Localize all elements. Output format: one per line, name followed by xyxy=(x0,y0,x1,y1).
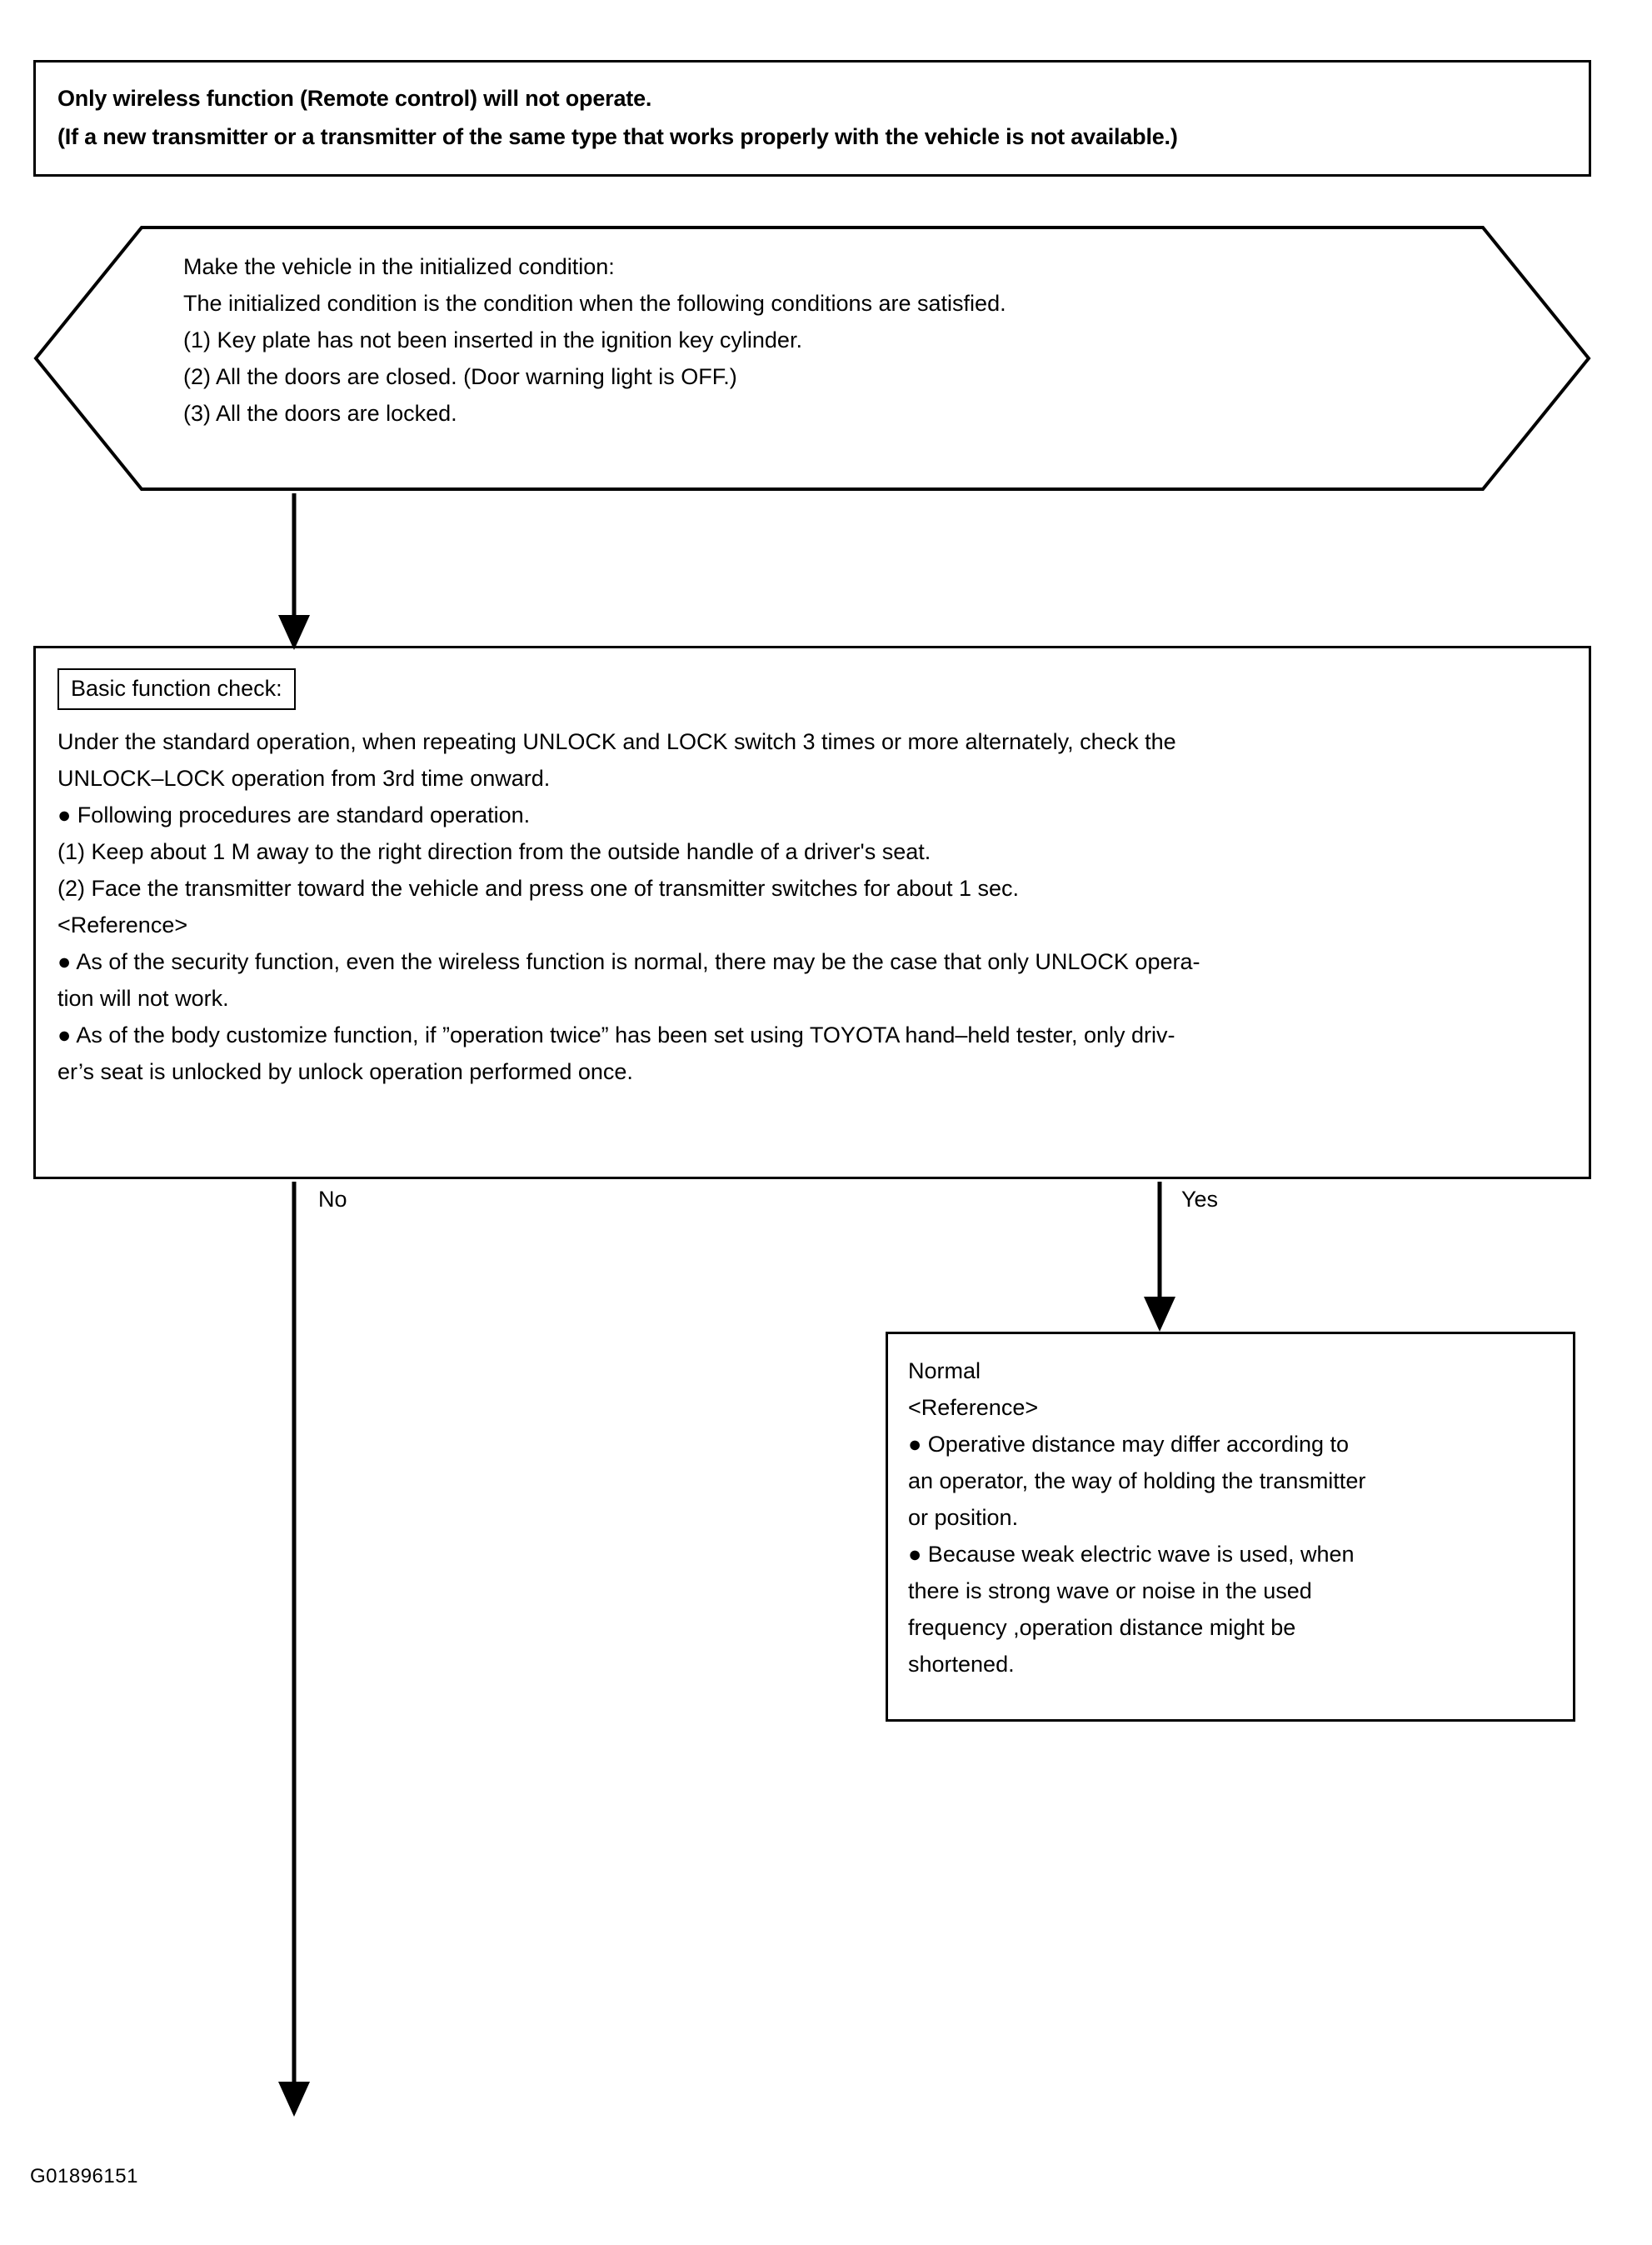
figure-id-label: G01896151 xyxy=(30,2165,138,2188)
normal-line-9: shortened. xyxy=(908,1652,1015,1677)
condition-line-4: (2) All the doors are closed. (Door warning light is OFF.) xyxy=(183,364,737,389)
check-line-10: er’s seat is unlocked by unlock operation performed once. xyxy=(57,1059,633,1084)
basic-function-check-box xyxy=(33,646,1591,1179)
arrow-no-continues xyxy=(278,1182,310,2117)
normal-line-3: ● Operative distance may differ according to xyxy=(908,1432,1350,1457)
title-box xyxy=(33,60,1591,177)
condition-text xyxy=(183,248,1483,432)
check-line-3: ● Following procedures are standard operation. xyxy=(57,802,531,828)
check-line-4: (1) Keep about 1 M away to the right direction from the outside handle of a driver's seat. xyxy=(57,839,931,864)
normal-line-5: or position. xyxy=(908,1505,1019,1530)
branch-label-no: No xyxy=(318,1187,347,1212)
condition-line-3: (1) Key plate has not been inserted in the ignition key cylinder. xyxy=(183,328,802,352)
check-line-8: tion will not work. xyxy=(57,986,229,1011)
check-line-1: Under the standard operation, when repeating UNLOCK and LOCK switch 3 times or more alternately, check the xyxy=(57,729,1176,754)
condition-line-2: The initialized condition is the condition when the following conditions are satisfied. xyxy=(183,291,1006,316)
condition-line-5: (3) All the doors are locked. xyxy=(183,401,457,426)
branch-label-yes: Yes xyxy=(1181,1187,1219,1212)
arrow-condition-to-check xyxy=(278,493,310,650)
basic-function-check-heading: Basic function check: xyxy=(57,668,296,710)
check-line-2: UNLOCK–LOCK operation from 3rd time onward. xyxy=(57,766,551,791)
title-line-2: (If a new transmitter or a transmitter of the same type that works properly with the vehicle is not available.) xyxy=(57,124,1178,149)
check-line-6: <Reference> xyxy=(57,912,188,938)
normal-result-box xyxy=(886,1332,1575,1722)
title-line-1: Only wireless function (Remote control) will not operate. xyxy=(57,86,652,111)
condition-hex-box xyxy=(33,225,1591,492)
normal-line-8: frequency ,operation distance might be xyxy=(908,1615,1296,1640)
normal-line-6: ● Because weak electric wave is used, when xyxy=(908,1542,1355,1567)
normal-line-4: an operator, the way of holding the transmitter xyxy=(908,1468,1366,1493)
normal-line-2: <Reference> xyxy=(908,1395,1039,1420)
normal-line-7: there is strong wave or noise in the used xyxy=(908,1578,1312,1603)
normal-line-1: Normal xyxy=(908,1358,981,1383)
check-line-9: ● As of the body customize function, if ”operation twice” has been set using TOYOTA hand–held tester, only driv- xyxy=(57,1022,1175,1048)
check-line-5: (2) Face the transmitter toward the vehicle and press one of transmitter switches for about 1 sec. xyxy=(57,876,1020,901)
arrow-yes-to-normal xyxy=(1144,1182,1175,1332)
condition-line-1: Make the vehicle in the initialized condition: xyxy=(183,254,615,279)
check-line-7: ● As of the security function, even the wireless function is normal, there may be the case that only UNLOCK opera- xyxy=(57,949,1200,974)
